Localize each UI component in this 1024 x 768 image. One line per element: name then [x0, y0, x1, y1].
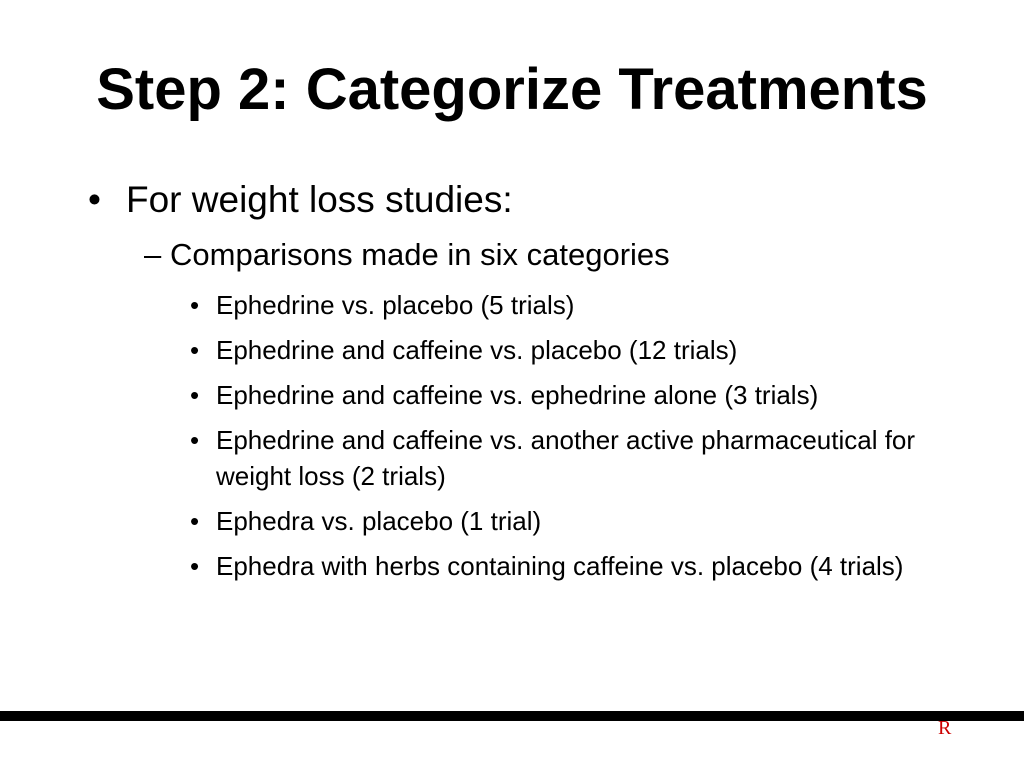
category-list [190, 287, 930, 593]
bullet-marker: • [190, 380, 200, 410]
list-item [190, 503, 930, 539]
list-item [190, 548, 930, 584]
list-item [190, 422, 930, 494]
bullet-level-1-text: For weight loss studies: [126, 179, 513, 220]
bullet-level-2-text: Comparisons made in six categories [170, 237, 670, 272]
bullet-marker: • [190, 506, 200, 536]
list-item-text: Ephedra with herbs containing caffeine vs. placebo (4 trials) [216, 551, 904, 581]
dash-marker: – [144, 237, 162, 272]
bullet-marker: • [190, 290, 200, 320]
bullet-marker: • [190, 425, 200, 455]
list-item-text: Ephedrine and caffeine vs. ephedrine alone (3 trials) [216, 380, 819, 410]
bullet-marker: • [88, 179, 101, 220]
list-item [190, 332, 930, 368]
footer-divider [0, 711, 1024, 721]
list-item [190, 287, 930, 323]
list-item-text: Ephedrine and caffeine vs. placebo (12 trials) [216, 335, 738, 365]
bullet-marker: • [190, 551, 200, 581]
list-item-text: Ephedrine and caffeine vs. another active pharmaceutical for weight loss (2 trials) [216, 425, 916, 491]
corner-mark: R [938, 717, 952, 739]
bullet-marker: • [190, 335, 200, 365]
list-item-text: Ephedra vs. placebo (1 trial) [216, 506, 542, 536]
slide-title: Step 2: Categorize Treatments [96, 57, 928, 122]
list-item-text: Ephedrine vs. placebo (5 trials) [216, 290, 575, 320]
list-item [190, 377, 930, 413]
